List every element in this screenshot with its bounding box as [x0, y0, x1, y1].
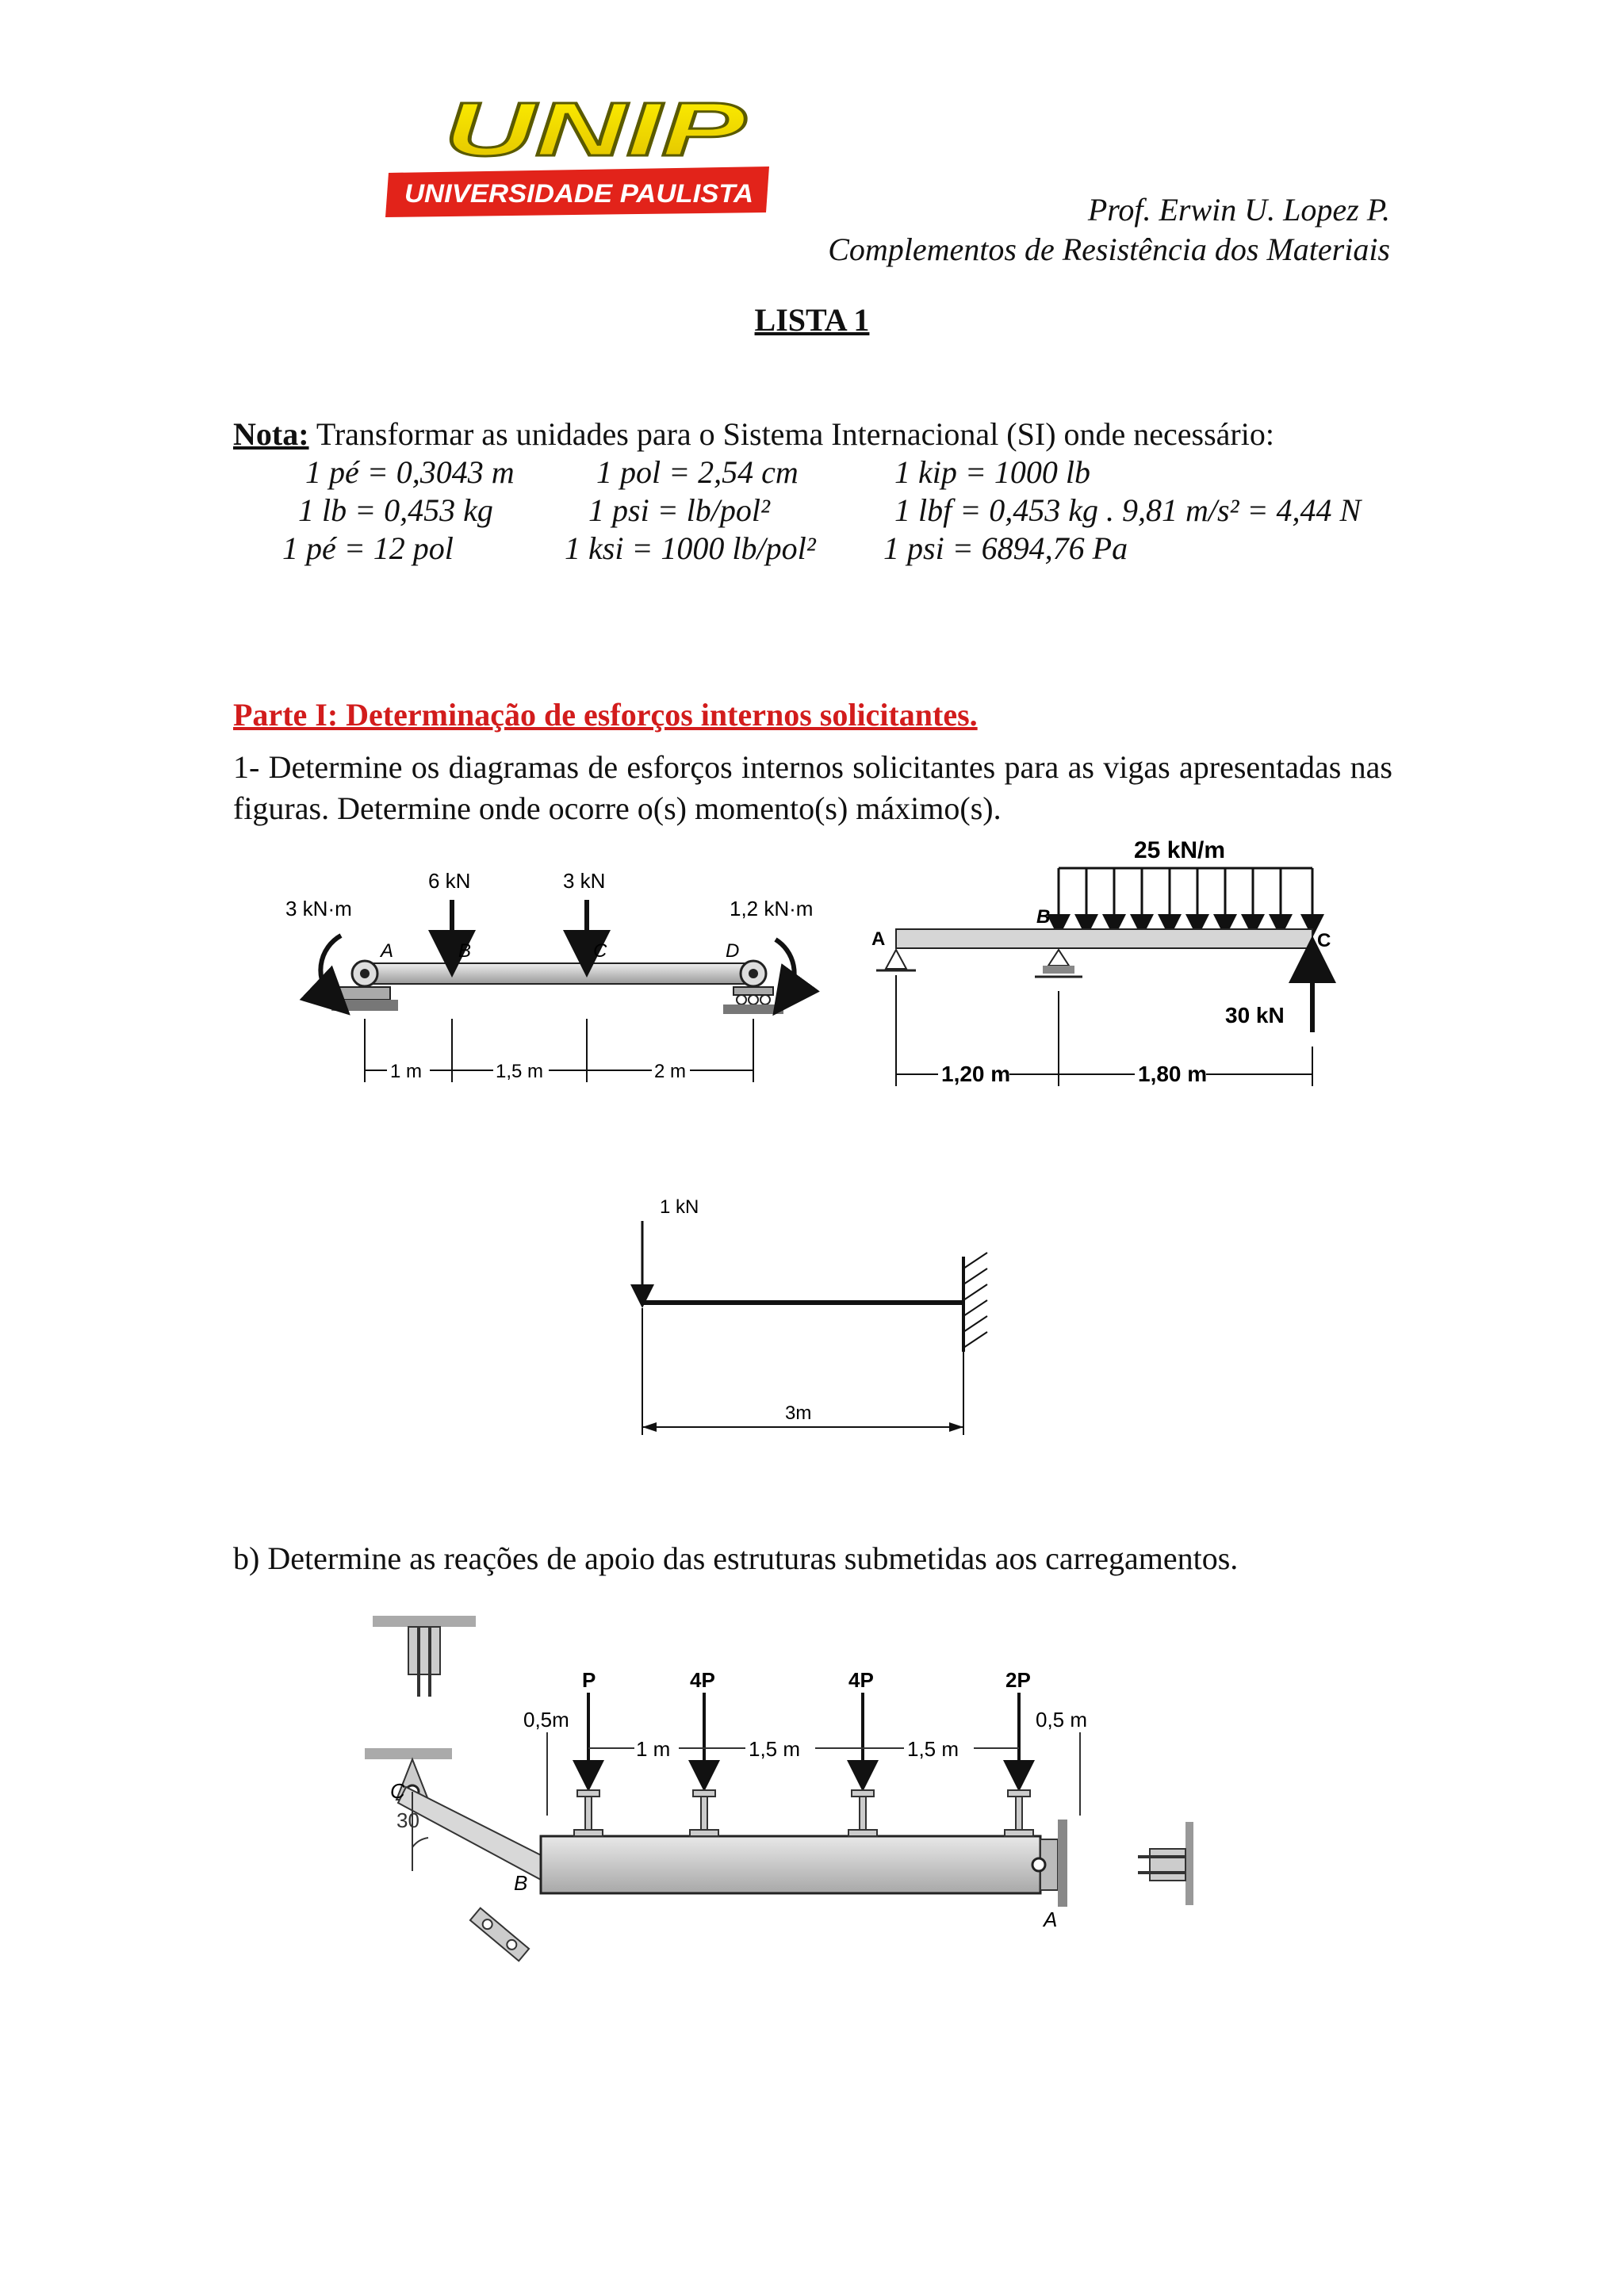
fig1-moment-right: 1,2 kN·m	[730, 897, 814, 920]
fig4-dim-4: 1,5 m	[907, 1737, 959, 1761]
fig1-dim-2: 1,5 m	[496, 1061, 544, 1082]
unip-logo	[381, 94, 777, 220]
fig1-label-d: D	[726, 940, 740, 962]
fig3-dim: 3m	[785, 1402, 812, 1424]
fig4-angle: 30	[396, 1808, 419, 1832]
fig1-dim-3: 2 m	[654, 1061, 687, 1082]
fig2-dim-1: 1,20 m	[941, 1062, 1011, 1086]
conversion-1: 1 pé = 0,3043 m	[305, 454, 515, 490]
fig1-label-c: C	[593, 940, 607, 962]
conversion-5: 1 psi = lb/pol²	[588, 492, 771, 528]
conversion-9: 1 psi = 6894,76 Pa	[883, 530, 1128, 566]
page-title: LISTA 1	[754, 302, 870, 338]
fig1-label-b: B	[458, 940, 472, 962]
fig2-label-c: C	[1317, 930, 1331, 951]
fig1-load-b: 6 kN	[428, 869, 471, 893]
note-label: Nota:	[233, 416, 309, 452]
question-b: b) Determine as reações de apoio das estruturas submetidas aos carregamentos.	[233, 1540, 1239, 1576]
fig4-label-a: A	[1044, 1908, 1058, 1931]
conversion-6: 1 lbf = 0,453 kg . 9,81 m/s² = 4,44 N	[894, 492, 1362, 528]
fig2-force-c: 30 kN	[1225, 1003, 1285, 1027]
fig1-moment-left: 3 kN·m	[285, 897, 352, 920]
note	[233, 415, 1274, 453]
fig4-dim-1: 0,5m	[523, 1708, 569, 1732]
figure-beam-2	[868, 832, 1344, 1102]
fig4-label-b: B	[514, 1871, 528, 1895]
fig4-load-4: 2P	[1005, 1668, 1031, 1692]
fig4-label-c: C	[390, 1779, 405, 1803]
header-info	[828, 190, 1390, 270]
logo-sub: UNIVERSIDADE PAULISTA	[404, 179, 753, 208]
logo-main: UNIP	[444, 94, 747, 172]
fig2-distributed-load: 25 kN/m	[1134, 837, 1226, 863]
fig3-load: 1 kN	[660, 1196, 699, 1218]
fig2-dim-2: 1,80 m	[1138, 1062, 1208, 1086]
fig4-load-2: 4P	[690, 1668, 715, 1692]
fig1-load-c: 3 kN	[563, 869, 606, 893]
conversion-3: 1 kip = 1000 lb	[894, 454, 1090, 490]
note-text: Transformar as unidades para o Sistema Internacional (SI) onde necessário:	[316, 416, 1274, 452]
fig4-load-3: 4P	[848, 1668, 874, 1692]
fig4-dim-5: 0,5 m	[1036, 1708, 1088, 1732]
fig4-load-1: P	[582, 1668, 596, 1692]
conversion-7: 1 pé = 12 pol	[282, 530, 454, 566]
conversion-8: 1 ksi = 1000 lb/pol²	[565, 530, 816, 566]
question-1: 1- Determine os diagramas de esforços internos solicitantes para as vigas apresentadas nas figuras. Determine onde ocorre o(s) momento(s) máximo(s).	[233, 749, 1392, 826]
figure-beam-1	[285, 860, 856, 1098]
fig1-label-a: A	[381, 940, 394, 962]
conversion-4: 1 lb = 0,453 kg	[298, 492, 493, 528]
course-name: Complementos de Resistência dos Materiais	[828, 232, 1390, 267]
conversion-2: 1 pol = 2,54 cm	[596, 454, 799, 490]
fig2-label-b: B	[1036, 906, 1051, 928]
part1-heading: Parte I: Determinação de esforços internos solicitantes.	[233, 697, 978, 733]
fig4-dim-2: 1 m	[636, 1737, 671, 1761]
fig2-label-a: A	[871, 928, 886, 950]
figure-cantilever	[626, 1189, 1007, 1451]
fig1-dim-1: 1 m	[390, 1061, 423, 1082]
figure-beam-link	[357, 1609, 1269, 1974]
professor-name: Prof. Erwin U. Lopez P.	[1087, 192, 1390, 228]
fig4-dim-3: 1,5 m	[749, 1737, 801, 1761]
